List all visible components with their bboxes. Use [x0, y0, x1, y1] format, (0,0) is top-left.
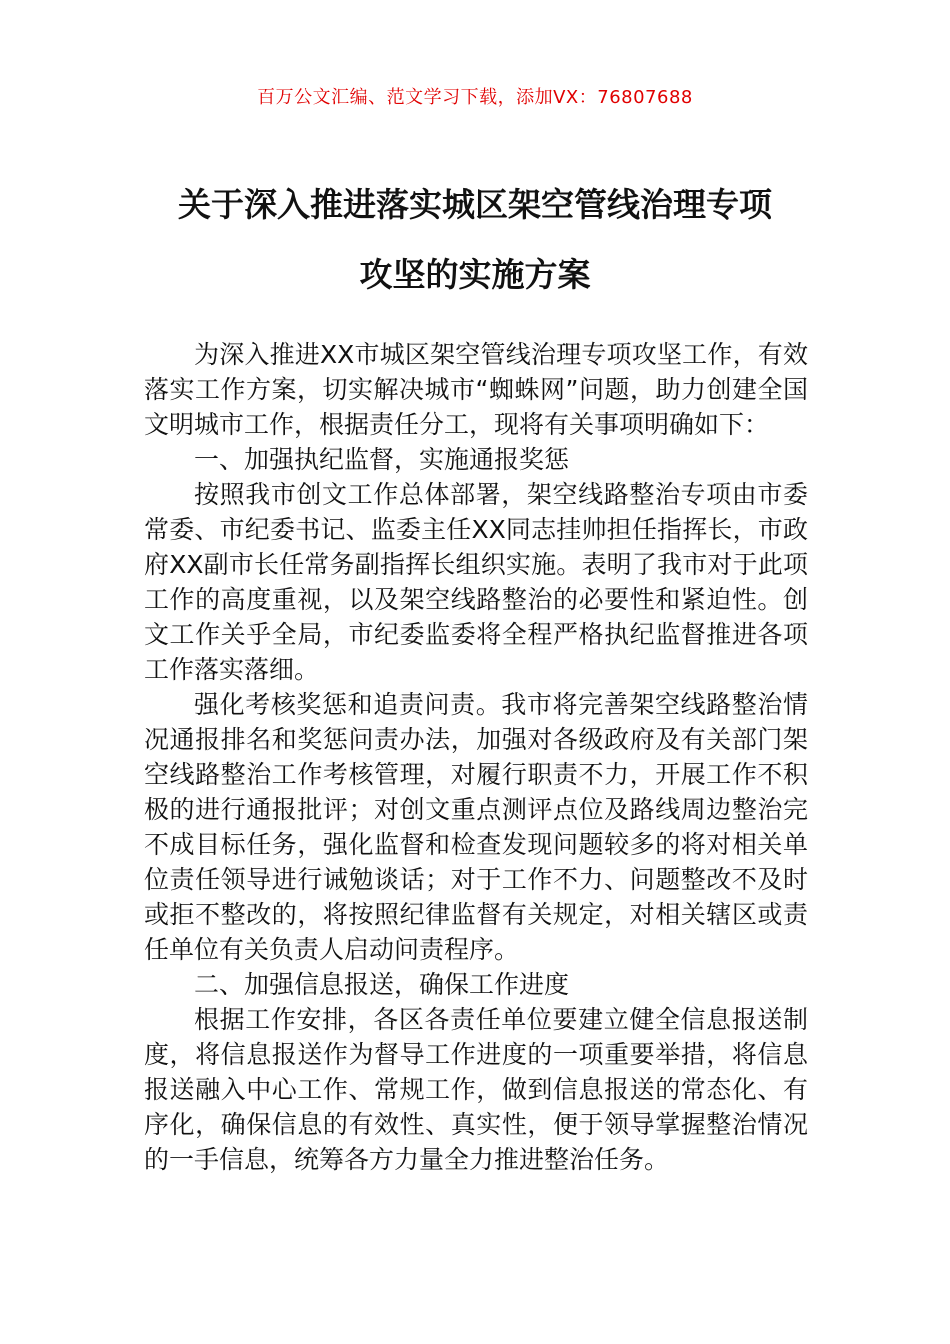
section-heading-1: 一、加强执纪监督，实施通报奖惩	[194, 445, 570, 474]
body-paragraph: 强化考核奖惩和追责问责。我市将完善架空线路整治情况通报排名和奖惩问责办法，加强对各级政府及有关部门架空线路整治工作考核管理，对履行职责不力，开展工作不积极的进行通报批评；对创文重点测评点位及路线周边整治完不成目标任务，强化监督和检查发现问题较多的将对相关单位责任领导进行诫勉谈话；对于工作不力、问题整改不及时或拒不整改的，将按照纪律监督有关规定，对相关辖区或责任单位有关负责人启动问责程序。	[144, 690, 808, 964]
body-paragraph: 按照我市创文工作总体部署，架空线路整治专项由市委常委、市纪委书记、监委主任XX同志挂帅担任指挥长，市政府XX副市长任常务副指挥长组织实施。表明了我市对于此项工作的高度重视，以及架空线路整治的必要性和紧迫性。创文工作关乎全局，市纪委监委将全程严格执纪监督推进各项工作落实落细。	[144, 480, 808, 684]
title-line-1: 关于深入推进落实城区架空管线治理专项	[178, 185, 772, 224]
header-download-note: 百万公文汇编、范文学习下载，添加VX：76807688	[257, 87, 693, 108]
intro-paragraph: 为深入推进XX市城区架空管线治理专项攻坚工作，有效落实工作方案，切实解决城市“蜘蛛网”问题，助力创建全国文明城市工作，根据责任分工，现将有关事项明确如下：	[144, 340, 808, 439]
title-line-2: 攻坚的实施方案	[359, 255, 591, 294]
body-paragraph: 根据工作安排，各区各责任单位要建立健全信息报送制度，将信息报送作为督导工作进度的一项重要举措，将信息报送融入中心工作、常规工作，做到信息报送的常态化、有序化，确保信息的有效性、真实性，便于领导掌握整治情况的一手信息，统筹各方力量全力推进整治任务。	[144, 1005, 808, 1174]
section-heading-2: 二、加强信息报送，确保工作进度	[194, 970, 570, 999]
document-title	[120, 170, 830, 310]
document-body	[144, 337, 808, 1177]
